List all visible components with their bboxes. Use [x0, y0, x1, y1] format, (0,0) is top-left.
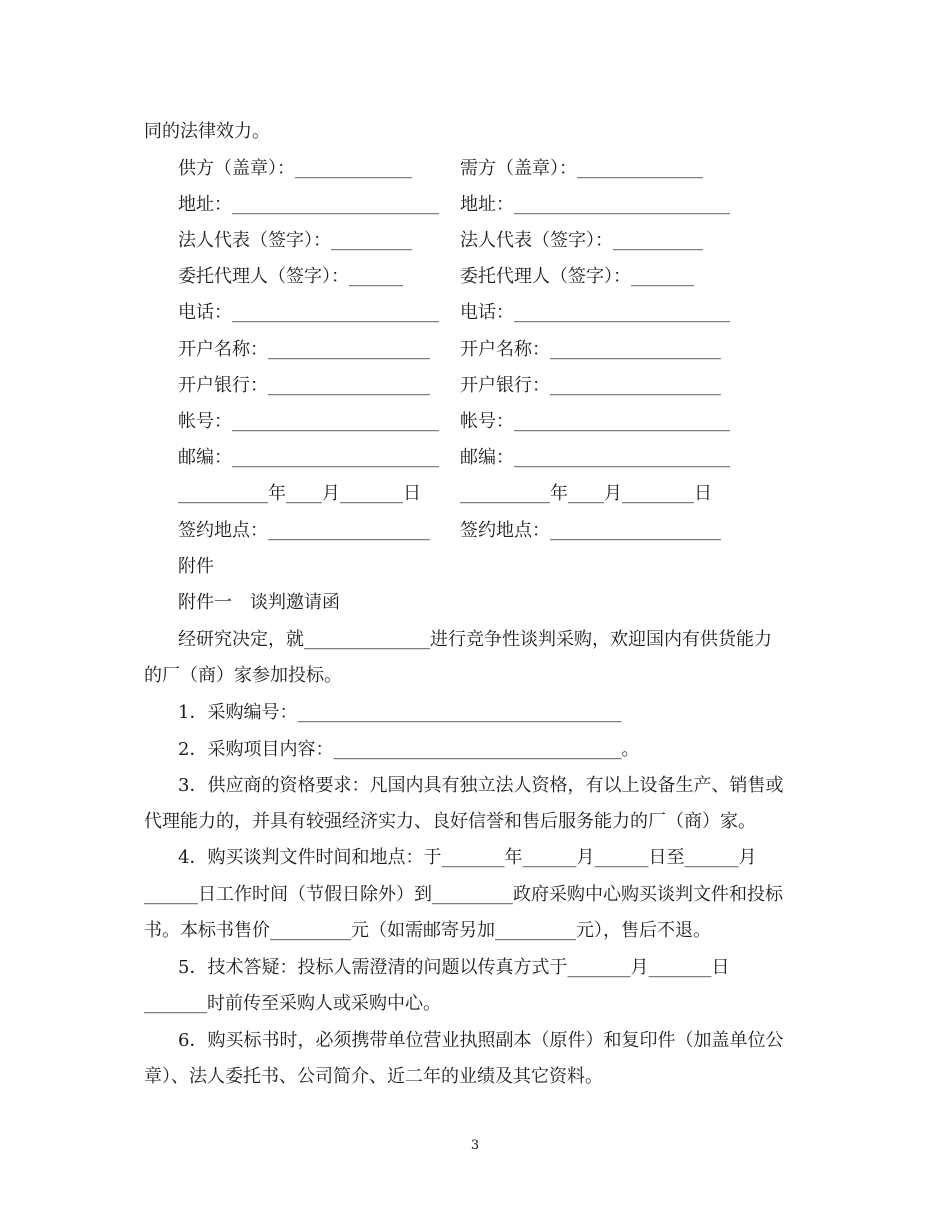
- attachment-one-title: 附件一 谈判邀请函: [178, 592, 340, 613]
- item-purchase-number: 1．采购编号：____________________________________: [178, 702, 622, 723]
- supplier-postcode-field: 邮编：_______________________: [178, 447, 439, 468]
- page-number: 3: [470, 1138, 480, 1153]
- supplier-agent-field: 委托代理人（签字）：______: [178, 266, 403, 287]
- supplier-signing-place-field: 签约地点：__________________: [178, 520, 430, 541]
- buyer-postcode-field: 邮编：________________________: [460, 447, 730, 468]
- item-required-documents-cont: 章）、法人委托书、公司简介、近二年的业绩及其它资料。: [144, 1066, 603, 1087]
- supplier-seal-field: 供方（盖章）：_____________: [178, 158, 412, 179]
- item-technical-qa-cont: _______时前传至采购人或采购中心。: [144, 993, 441, 1014]
- buyer-phone-field: 电话：________________________: [460, 302, 730, 323]
- item-purchase-time-place: 4．购买谈判文件时间和地点：于_______年______月______日至______月: [178, 847, 757, 868]
- buyer-legal-rep-field: 法人代表（签字）：__________: [460, 230, 703, 251]
- item-purchase-time-place-cont2: 书。本标书售价_________元（如需邮寄另加_________元），售后不退。: [144, 920, 711, 941]
- buyer-seal-field: 需方（盖章）：______________: [460, 158, 703, 179]
- supplier-legal-rep-field: 法人代表（签字）：_________: [178, 230, 412, 251]
- attachments-heading: 附件: [178, 556, 214, 577]
- buyer-account-number-field: 帐号：________________________: [460, 411, 730, 432]
- invitation-paragraph-cont: 的厂（商）家参加投标。: [144, 665, 342, 686]
- item-technical-qa: 5．技术答疑：投标人需澄清的问题以传真方式于_______月_______日: [178, 957, 730, 978]
- invitation-paragraph: 经研究决定，就______________进行竞争性谈判采购，欢迎国内有供货能力: [178, 629, 772, 650]
- item-qualification: 3．供应商的资格要求：凡国内具有独立法人资格，有以上设备生产、销售或: [178, 775, 784, 796]
- item-qualification-cont: 代理能力的，并具有较强经济实力、良好信誉和售后服务能力的厂（商）家。: [144, 811, 756, 832]
- buyer-account-name-field: 开户名称：___________________: [460, 339, 721, 360]
- buyer-date-field: __________年____月________日: [460, 483, 712, 504]
- supplier-date-field: __________年____月_______日: [178, 483, 421, 504]
- item-purchase-time-place-cont: ______日工作时间（节假日除外）到_________政府采购中心购买谈判文件和投标: [144, 884, 783, 905]
- supplier-account-name-field: 开户名称：__________________: [178, 339, 430, 360]
- buyer-agent-field: 委托代理人（签字）：_______: [460, 266, 694, 287]
- continuation-text: 同的法律效力。: [144, 121, 270, 142]
- buyer-signing-place-field: 签约地点：___________________: [460, 520, 721, 541]
- buyer-address-field: 地址：________________________: [460, 194, 730, 215]
- supplier-bank-field: 开户银行：__________________: [178, 375, 430, 396]
- supplier-phone-field: 电话：_______________________: [178, 302, 439, 323]
- supplier-address-field: 地址：_______________________: [178, 194, 439, 215]
- buyer-bank-field: 开户银行：___________________: [460, 375, 721, 396]
- item-project-content: 2．采购项目内容：________________________________。: [178, 739, 640, 760]
- supplier-account-number-field: 帐号：_______________________: [178, 411, 439, 432]
- item-required-documents: 6．购买标书时，必须携带单位营业执照副本（原件）和复印件（加盖单位公: [178, 1030, 784, 1051]
